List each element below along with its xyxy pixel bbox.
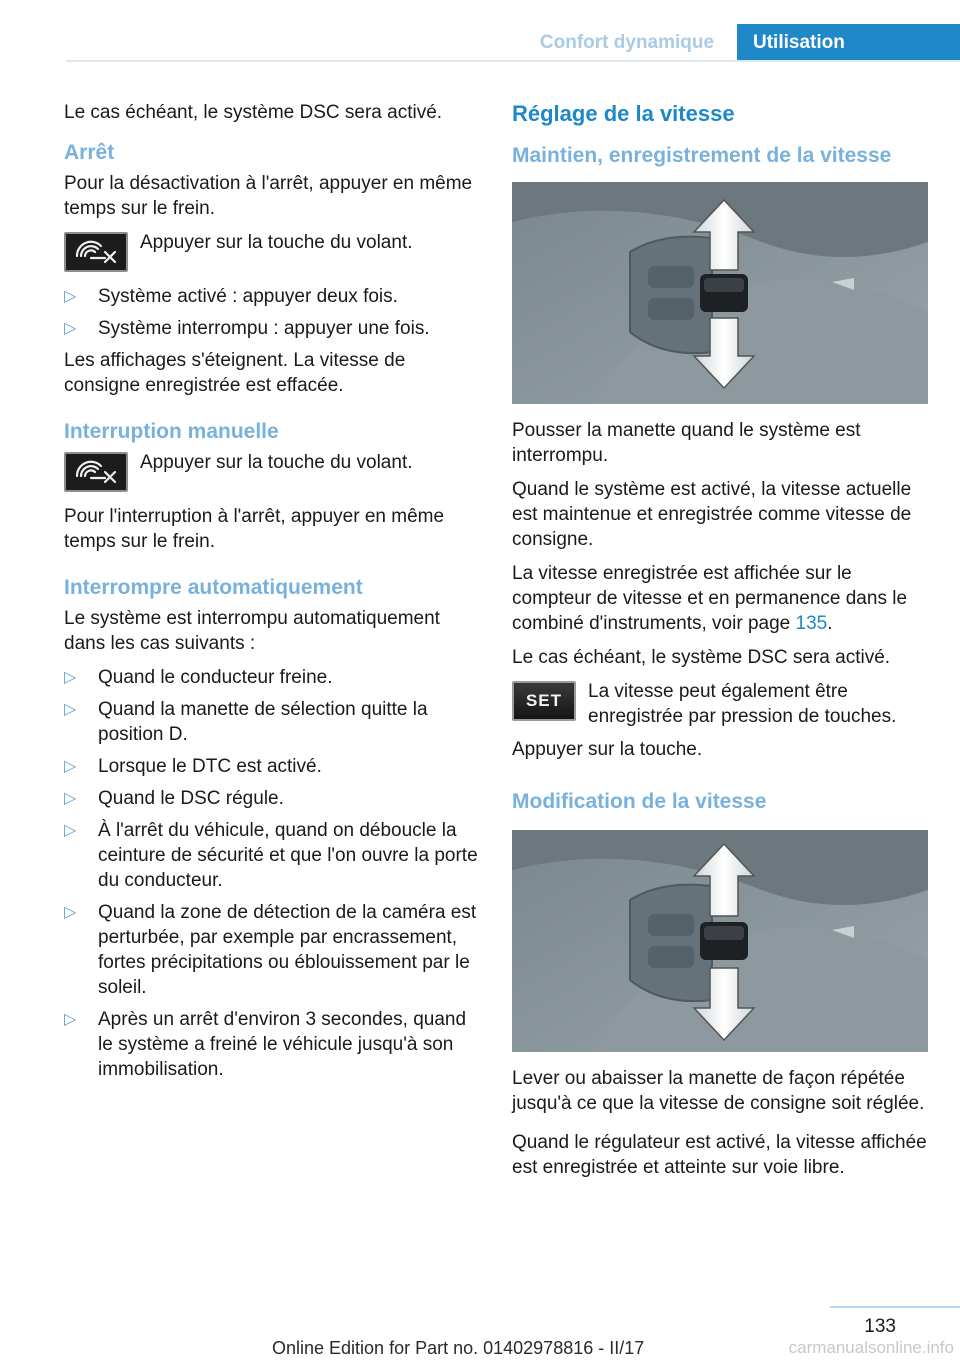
heading-maintien: Maintien, enregistrement de la vitesse	[512, 144, 892, 167]
triangle-bullet-icon: ▷	[64, 822, 77, 839]
page-reference-link[interactable]: 135	[795, 613, 828, 634]
intro-paragraph: Le cas échéant, le système DSC sera activé.	[64, 102, 443, 123]
set-button-instruction	[512, 679, 928, 729]
arret-paragraph: Pour la désactivation à l'arrêt, appuyer en même temps sur le frein.	[64, 173, 473, 219]
footer-rule	[830, 1306, 960, 1308]
instruction-text: Appuyer sur la touche du volant.	[140, 232, 413, 253]
list-item: ▷ Quand la manette de sélection quitte la position D.	[64, 699, 428, 745]
set-label: SET	[525, 691, 563, 710]
list-item: ▷ Quand le conducteur freine.	[64, 667, 333, 688]
list-item: ▷ Lorsque le DTC est activé.	[64, 756, 322, 777]
right-column	[512, 100, 928, 1189]
instruction-text: Appuyer sur la touche du volant.	[140, 452, 413, 473]
steering-lever-photo-1	[512, 182, 928, 404]
triangle-bullet-icon: ▷	[64, 320, 77, 337]
steering-button-instruction-1	[64, 230, 482, 272]
arret-list	[64, 284, 482, 341]
list-item: ▷ Système interrompu : appuyer une fois.	[64, 318, 430, 339]
edition-footer: Online Edition for Part no. 01402978816 - II/17	[272, 1338, 645, 1358]
triangle-bullet-icon: ▷	[64, 790, 77, 807]
watermark: carmanualsonline.info	[788, 1338, 954, 1357]
steering-button-instruction-2	[64, 450, 482, 492]
list-item: ▷ Après un arrêt d'environ 3 secondes, quand le système a freiné le véhicule jusqu'à son immobilisation.	[64, 1009, 467, 1080]
auto-paragraph: Le système est interrompu automatiquement dans les cas suivants :	[64, 608, 440, 654]
set-instruction-text: La vitesse peut également être enregistrée par pression de touches.	[588, 681, 897, 727]
regulateur-paragraph: Quand le régulateur est activé, la vitesse affichée est enregistrée et atteinte sur voie libre.	[512, 1132, 927, 1178]
left-column	[64, 100, 482, 1089]
list-item: ▷ Système activé : appuyer deux fois.	[64, 286, 398, 307]
set-button-icon	[512, 681, 576, 721]
triangle-bullet-icon: ▷	[64, 669, 77, 686]
active-paragraph: Quand le système est activé, la vitesse actuelle est maintenue et enregistrée comme vitesse de consigne.	[512, 479, 912, 550]
affichages-paragraph: Les affichages s'éteignent. La vitesse de consigne enregistrée est effacée.	[64, 350, 406, 396]
list-item: ▷ Quand le DSC régule.	[64, 788, 284, 809]
steering-wheel-cruise-icon	[64, 232, 128, 272]
heading-modification: Modification de la vitesse	[512, 790, 767, 813]
triangle-bullet-icon: ▷	[64, 758, 77, 775]
heading-interrompre-auto: Interrompre automatiquement	[64, 576, 363, 599]
header-section-label: Confort dynamique	[539, 32, 715, 53]
triangle-bullet-icon: ▷	[64, 701, 77, 718]
auto-list	[64, 665, 482, 1082]
appuyer-paragraph: Appuyer sur la touche.	[512, 739, 703, 760]
triangle-bullet-icon: ▷	[64, 904, 77, 921]
triangle-bullet-icon: ▷	[64, 288, 77, 305]
heading-arret: Arrêt	[64, 141, 115, 164]
manuelle-paragraph: Pour l'interruption à l'arrêt, appuyer en même temps sur le frein.	[64, 506, 445, 552]
triangle-bullet-icon: ▷	[64, 1011, 77, 1028]
dsc-paragraph: Le cas échéant, le système DSC sera activé.	[512, 647, 891, 668]
steering-lever-photo-2	[512, 830, 928, 1052]
lever-paragraph: Lever ou abaisser la manette de façon répétée jusqu'à ce que la vitesse de consigne soit réglée.	[512, 1068, 925, 1114]
pousser-paragraph: Pousser la manette quand le système est interrompu.	[512, 420, 861, 466]
steering-wheel-cruise-icon	[64, 452, 128, 492]
list-item: ▷ Quand la zone de détection de la caméra est perturbée, par exemple par encrassement, fortes précipitations ou éblouissement par le soleil.	[64, 902, 477, 998]
affichee-paragraph: La vitesse enregistrée est affichée sur le compteur de vitesse et en permanence dans le combiné d'instruments, voir page 135.	[512, 563, 908, 634]
heading-interruption-manuelle: Interruption manuelle	[64, 420, 279, 443]
page-number: 133	[864, 1316, 896, 1337]
header-rule	[66, 60, 960, 62]
list-item: ▷ À l'arrêt du véhicule, quand on déboucle la ceinture de sécurité et que l'on ouvre la porte du conducteur.	[64, 820, 478, 891]
header-tab-utilisation[interactable]: Utilisation	[737, 24, 960, 61]
heading-reglage-vitesse: Réglage de la vitesse	[512, 101, 735, 126]
